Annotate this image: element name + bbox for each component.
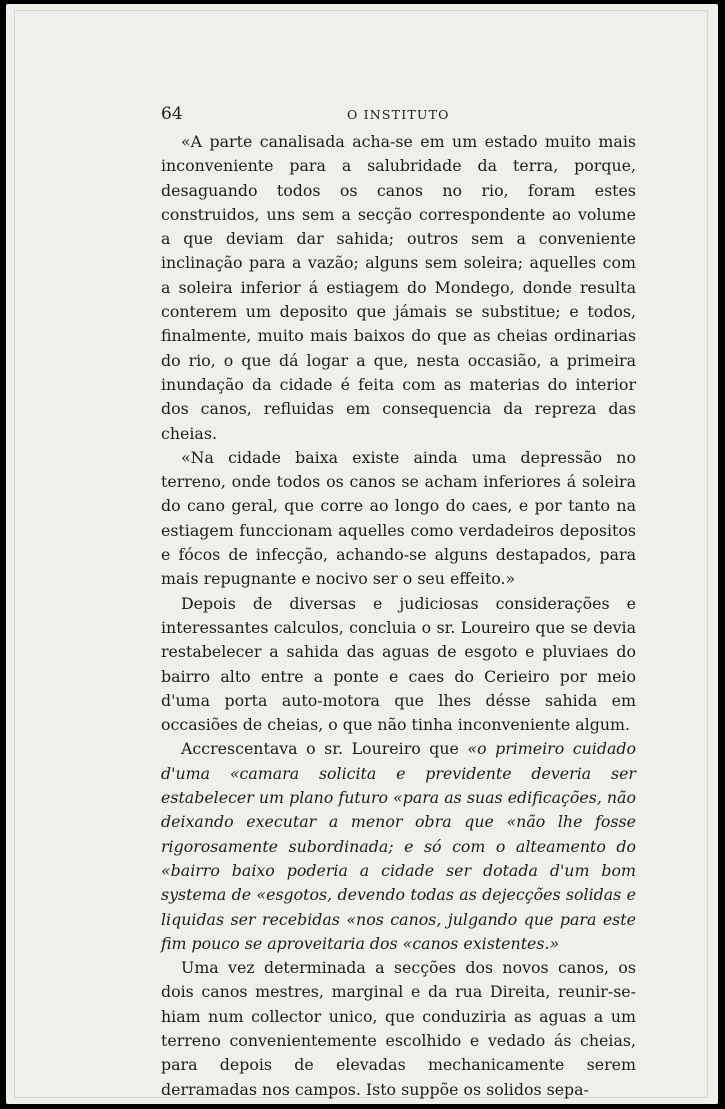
paragraph-1: «A parte canalisada acha-se em um estado muito mais inconveniente para a salubridade da terra, porque, desaguando todos os canos no rio, foram estes construidos, uns sem a secção correspondente ao volume a que deviam dar sahida; outros sem a conveniente inclinação para a vazão; alguns sem soleira; aquelles com a soleira inferior á estiagem do Mondego, donde resulta conterem um deposito que jámais se substitue; e todos, finalmente, muito mais baixos do que as cheias ordinarias do rio, o que dá logar a que, nesta occasião, a primeira inundação da cidade é feita com as materias do interior dos canos, refluidas em consequencia da repreza das cheias. [161, 132, 636, 443]
paragraph-4-quotation: «o primeiro cuidado d'uma «camara solicita e previdente deveria ser estabelecer um plano futuro «para as suas edificações, não deixando executar a menor obra que «não lhe fosse rigorosamente subordinada; e só com o alteamento do «bairro baixo poderia a cidade ser dotada d'um bom systema de «esgotos, devendo todas as dejecções solidas e liquidas ser recebidas «nos canos, julgando que para este fim pouco se aproveitaria dos «canos existentes.» [161, 739, 636, 953]
paragraph-4-lead: Accrescentava o sr. Loureiro que [181, 739, 468, 759]
text-block [161, 104, 636, 1102]
paragraph-4 [161, 737, 636, 956]
running-title: O INSTITUTO [347, 107, 450, 122]
paragraph-3: Depois de diversas e judiciosas considerações e interessantes calculos, concluia o sr. Loureiro que se devia restabelecer a sahida das aguas de esgoto e pluviaes do bairro alto entre a ponte e caes do Cerieiro por meio d'uma porta auto-motora que lhes désse sahida em occasiões de cheias, o que não tinha inconveniente algum. [161, 593, 636, 735]
book-page [6, 4, 718, 1104]
paragraph-5: Uma vez determinada a secções dos novos canos, os dois canos mestres, marginal e da rua Direita, reunir-se-hiam num collector unico, que conduziria as aguas a um terreno convenientemente escolhido e vedado ás cheias, para depois de elevadas mechanicamente serem derramadas nos campos. Isto suppõe os solidos sepa- [161, 958, 636, 1099]
paragraph-2: «Na cidade baixa existe ainda uma depressão no terreno, onde todos os canos se acham inferiores á soleira do cano geral, que corre ao longo do caes, e por tanto na estiagem funccionam aquelles como verdadeiros depositos e fócos de infecção, achando-se alguns destapados, para mais repugnante e nocivo ser o seu effeito.» [161, 447, 636, 589]
page-header [161, 104, 636, 130]
page-number: 64 [161, 104, 183, 124]
